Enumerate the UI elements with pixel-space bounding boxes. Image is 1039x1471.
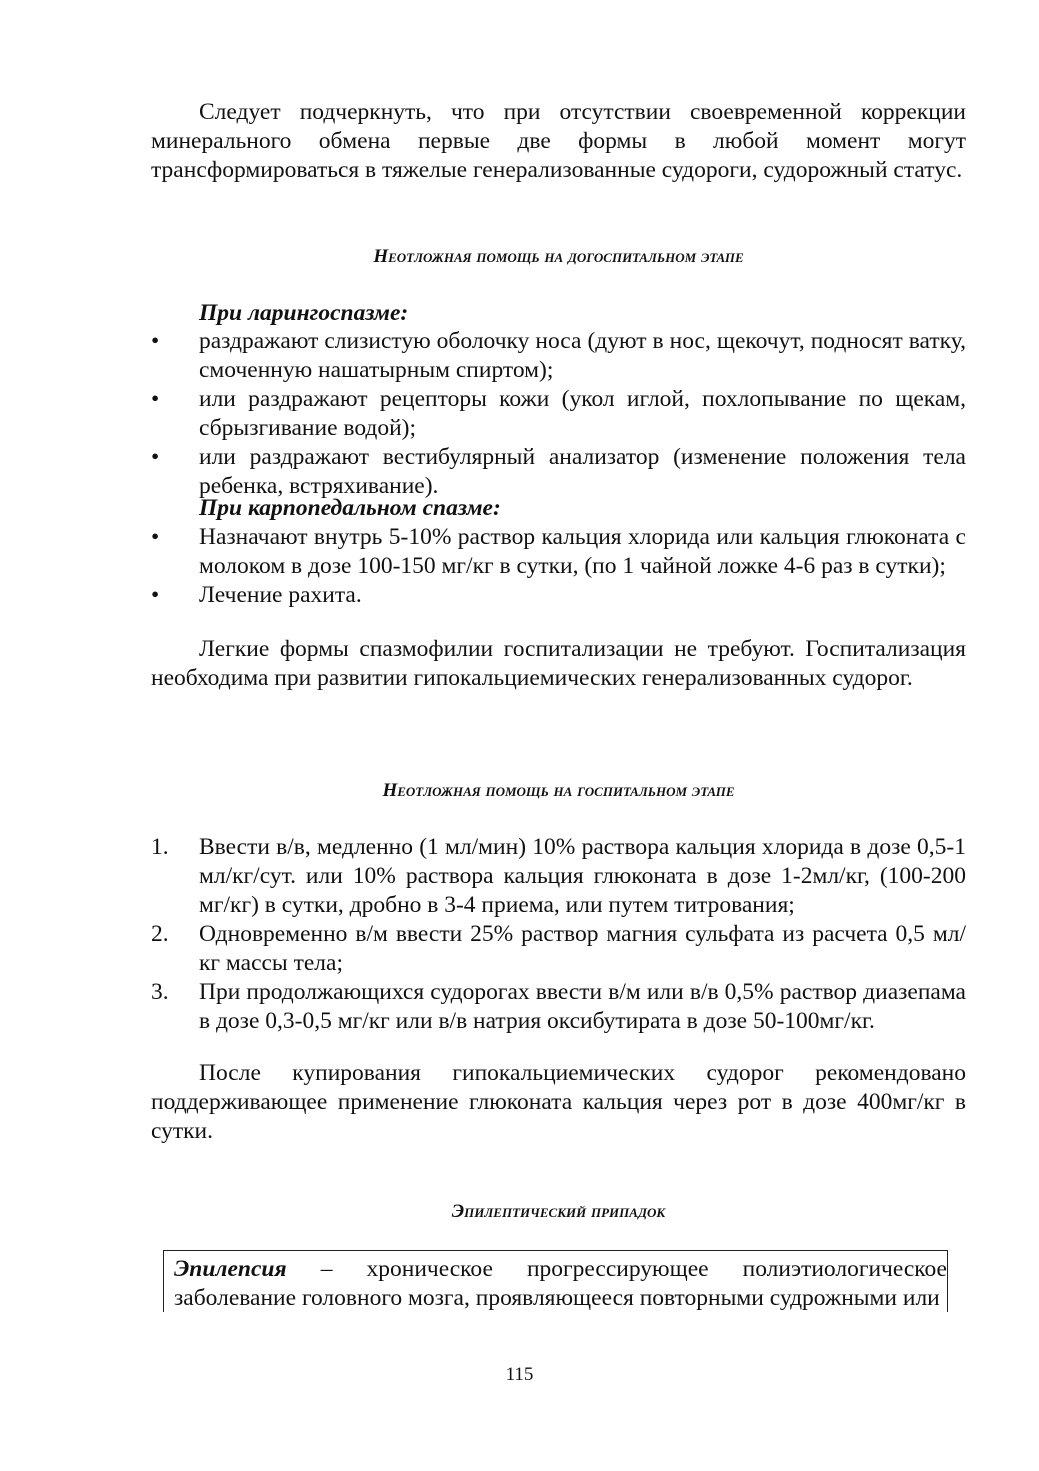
list-item: 2. Одновременно в/м ввести 25% раствор магния сульфата из расчета 0,5 мл/кг массы тела; <box>151 921 966 976</box>
list-item: • или раздражают рецепторы кожи (укол иглой, похлопывание по щекам, сбрызгивание водой); <box>151 386 966 441</box>
bullet-icon: • <box>151 582 160 608</box>
carpopedal-subheading: При карпопедальном спазме: <box>199 495 501 521</box>
carpopedal-list <box>151 523 966 610</box>
list-item: 1. Ввести в/в, медленно (1 мл/мин) 10% раствора кальция хлорида в дозе 0,5-1 мл/кг/сут. или 10% раствора кальция глюконата в дозе 1-2мл/кг, (100-200 мг/кг) в сутки, дробно в 3-4 приема, или путем титрования; <box>151 834 966 918</box>
hospital-closing-paragraph: После купирования гипокальциемических судорог рекомендовано поддерживающее применение глюконата кальция через рот в дозе 400мг/кг в сутки. <box>151 1060 966 1144</box>
intro-paragraph: Следует подчеркнуть, что при отсутствии своевременной коррекции минерального обмена первые две формы в любой момент могут трансформироваться в тяжелые генерализованные судороги, судорожный статус. <box>151 99 966 183</box>
laryngospasm-subheading: При ларингоспазме: <box>199 300 409 326</box>
bullet-icon: • <box>151 524 160 550</box>
section-heading-epileptic-seizure: Эпилептический припадок <box>451 1201 666 1222</box>
list-item: 3. При продолжающихся судорогах ввести в/м или в/в 0,5% раствор диазепама в дозе 0,3-0,5 мг/кг или в/в натрия оксибутирата в дозе 50-100мг/кг. <box>151 979 966 1034</box>
definition-term: Эпилепсия <box>174 1256 287 1282</box>
bullet-icon: • <box>151 444 160 470</box>
definition-text: Эпилепсия – хроническое прогрессирующее полиэтиологическое заболевание головного мозга, проявляющееся повторными судрожными или <box>174 1256 947 1311</box>
page-number: 115 <box>505 1364 534 1385</box>
item-number: 2. <box>151 921 169 947</box>
bullet-icon: • <box>151 328 160 354</box>
bullet-icon: • <box>151 386 160 412</box>
list-item: • раздражают слизистую оболочку носа (дуют в нос, щекочут, подносят ватку, смоченную нашатырным спиртом); <box>151 328 966 383</box>
item-number: 1. <box>151 834 169 860</box>
item-number: 3. <box>151 979 169 1005</box>
list-item: • или раздражают вестибулярный анализатор (изменение положения тела ребенка, встряхивание). <box>151 444 966 499</box>
section-heading-prehospital: Неотложная помощь на догоспитальном этапе <box>373 246 744 267</box>
list-item: • Лечение рахита. <box>151 582 362 608</box>
laryngospasm-list <box>151 327 966 501</box>
list-item: • Назначают внутрь 5-10% раствор кальция хлорида или кальция глюконата с молоком в дозе 100-150 мг/кг в сутки, (по 1 чайной ложке 4-6 раз в сутки); <box>151 524 966 579</box>
prehospital-closing-paragraph: Легкие формы спазмофилии госпитализации не требуют. Госпитализация необходима при развитии гипокальциемических генерализованных судорог. <box>151 636 966 691</box>
definition-box <box>163 1250 948 1312</box>
hospital-numbered-list <box>151 833 966 1036</box>
section-heading-hospital: Неотложная помощь на госпитальном этапе <box>382 780 735 801</box>
